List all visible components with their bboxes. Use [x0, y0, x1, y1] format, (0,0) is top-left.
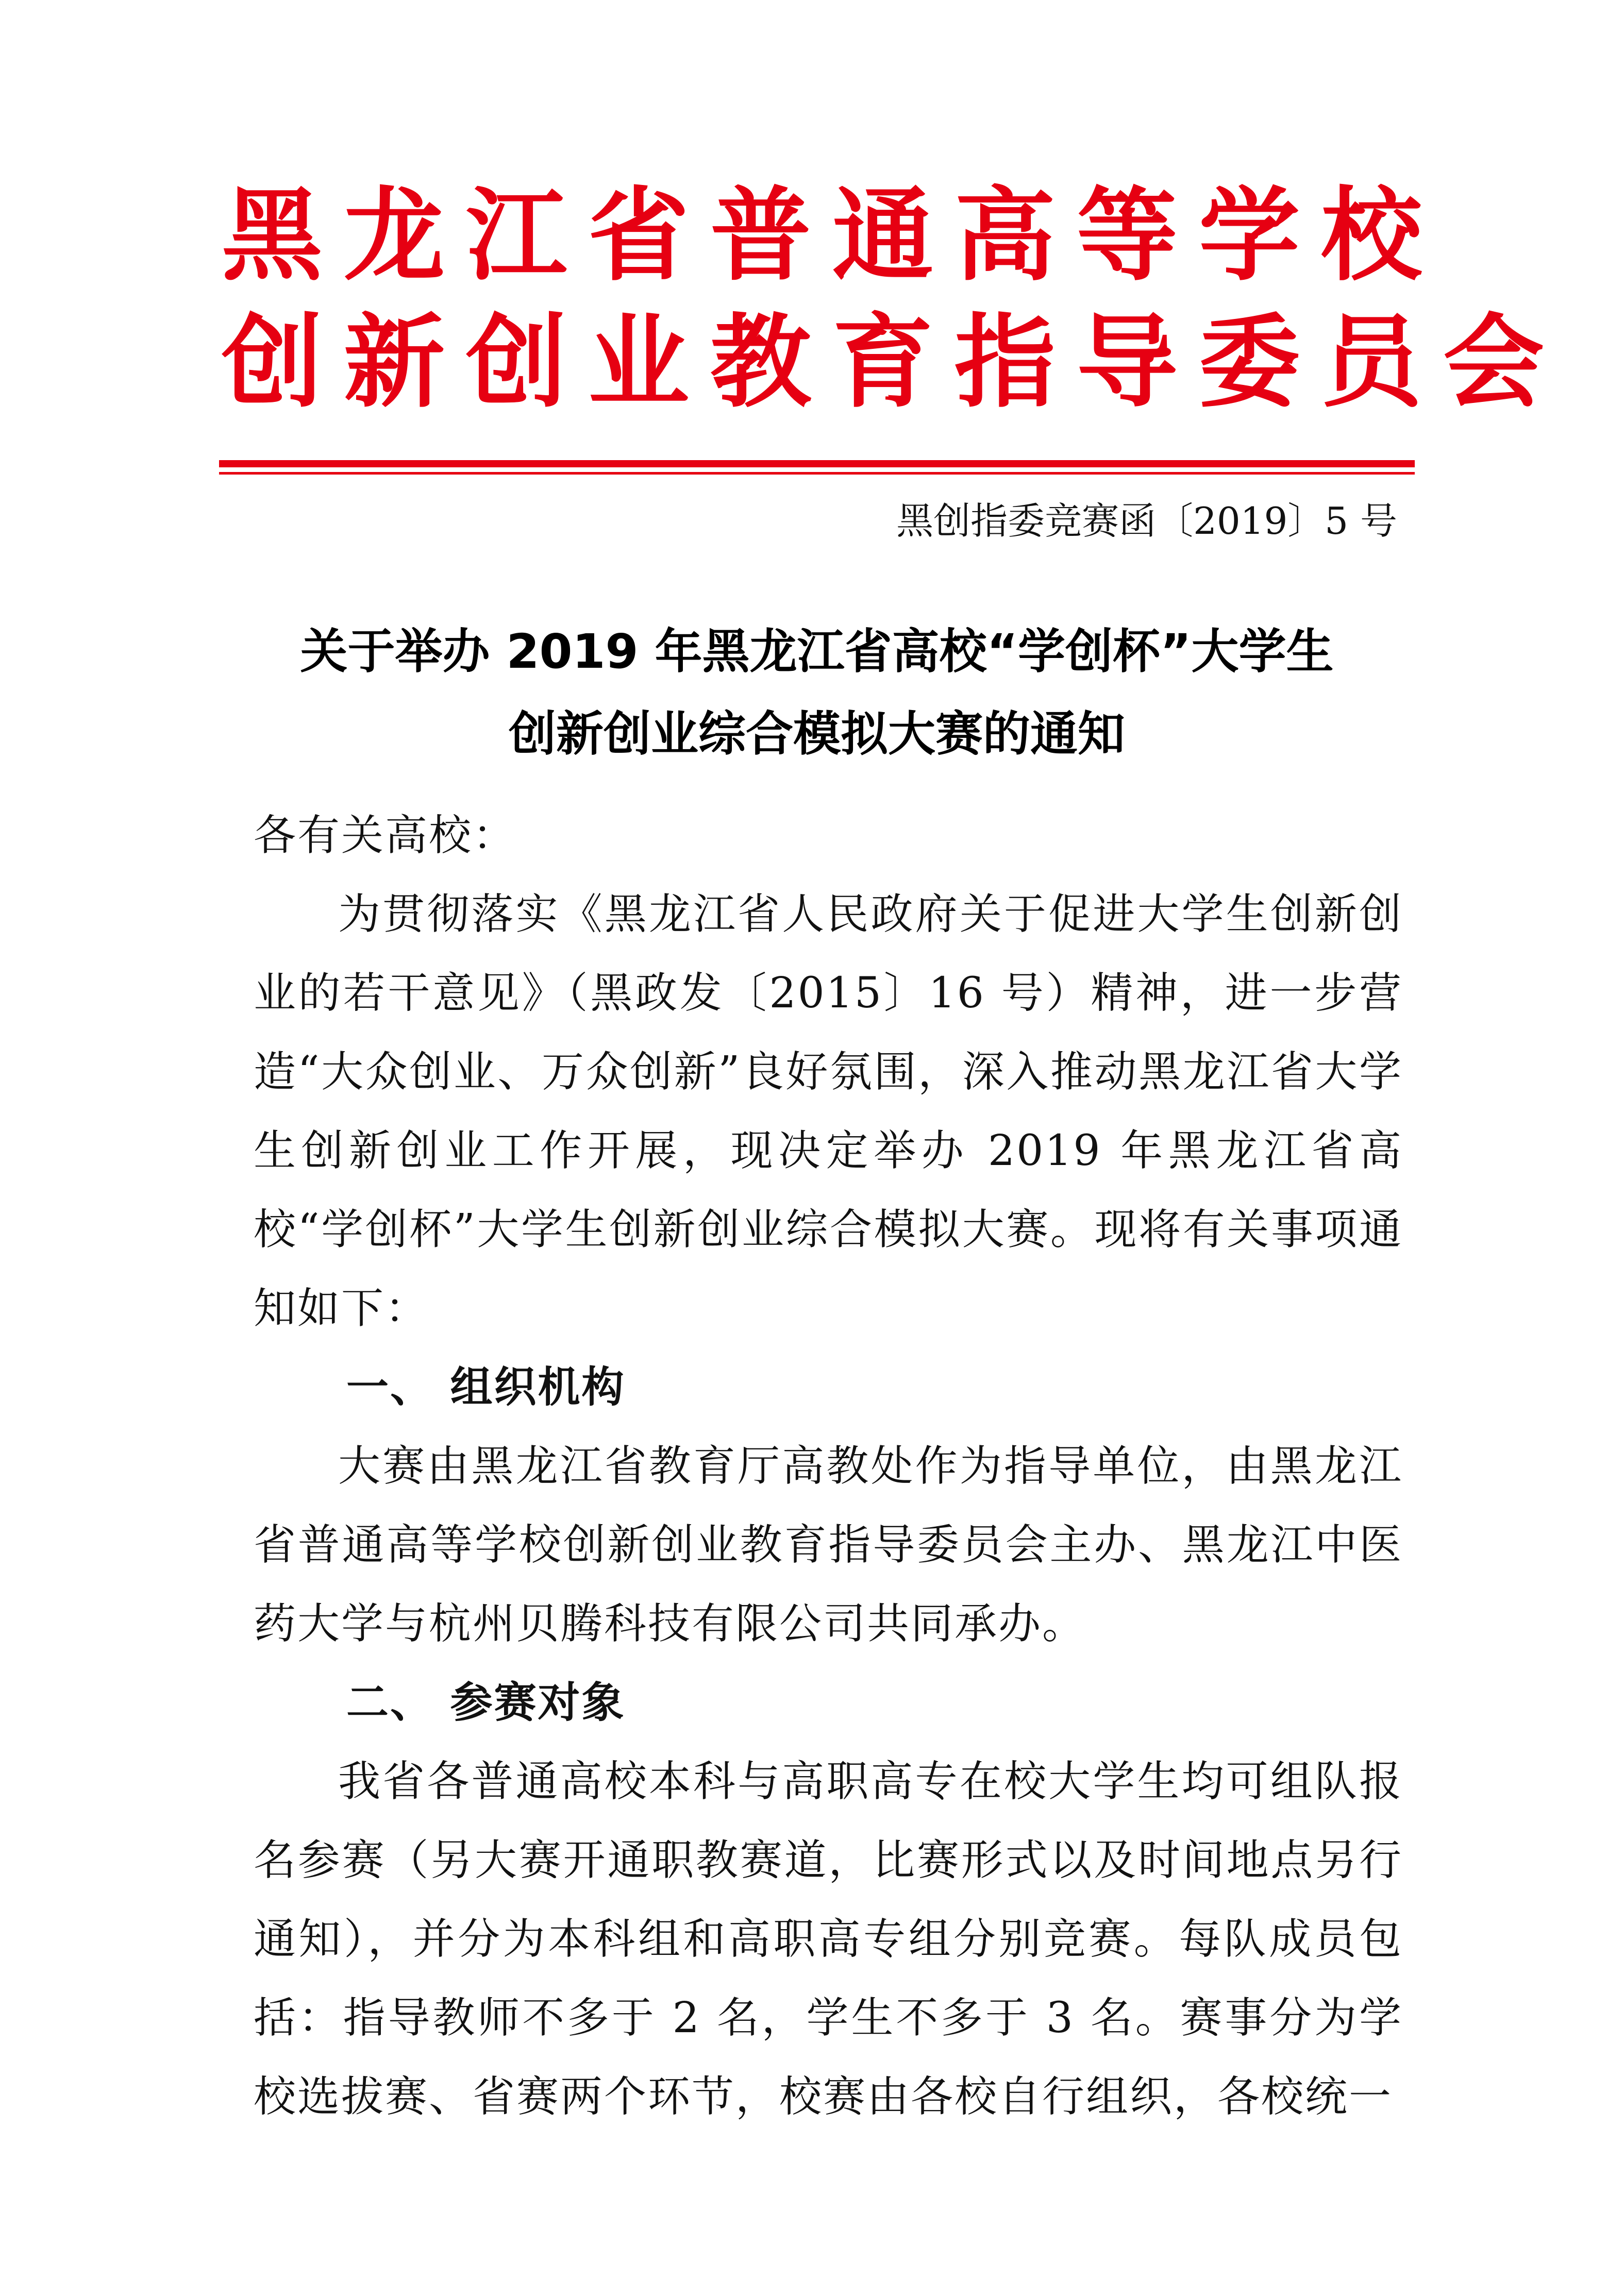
section-paragraph-organization: 大赛由黑龙江省教育厅高教处作为指导单位，由黑龙江省普通高等学校创新创业教育指导委员会主办、黑龙江中医药大学与杭州贝腾科技有限公司共同承办。 — [254, 1442, 1403, 1648]
document-title-line-1: 关于举办 2019 年黑龙江省高校“学创杯”大学生 — [300, 624, 1334, 679]
salutation: 各有关高校： — [254, 811, 517, 860]
section-heading-participants: 二、 参赛对象 — [346, 1678, 626, 1727]
document-number: 黑创指委竞赛函〔2019〕5 号 — [896, 499, 1397, 543]
section-paragraph-participants: 我省各普通高校本科与高职高专在校大学生均可组队报名参赛（另大赛开通职教赛道，比赛形式以及时间地点另行通知），并分为本科组和高职高专组分别竞赛。每队成员包括：指导教师不多于 2 名，学生不多于 3 名。赛事分为学校选拔赛、省赛两个环节，校赛由各校自行组织，各校统一 — [254, 1757, 1403, 2121]
document-title-line-2: 创新创业综合模拟大赛的通知 — [508, 706, 1125, 762]
letterhead-org-line-2: 创新创业教育指导委员会 — [222, 304, 1566, 421]
letterhead-divider-thick — [219, 460, 1415, 467]
letterhead — [222, 177, 1566, 427]
document-title — [222, 611, 1412, 775]
section-heading-organization: 一、 组织机构 — [346, 1363, 626, 1412]
letterhead-org-line-1: 黑龙江省普通高等学校 — [222, 177, 1444, 295]
document-body — [254, 796, 1403, 2136]
letterhead-divider-thin — [219, 472, 1415, 475]
intro-paragraph: 为贯彻落实《黑龙江省人民政府关于促进大学生创新创业的若干意见》（黑政发〔2015〕16 号）精神，进一步营造“大众创业、万众创新”良好氛围，深入推动黑龙江省大学生创新创业工作开展，现决定举办 2019 年黑龙江省高校“学创杯”大学生创新创业综合模拟大赛。现将有关事项通知如下： — [254, 890, 1403, 1333]
